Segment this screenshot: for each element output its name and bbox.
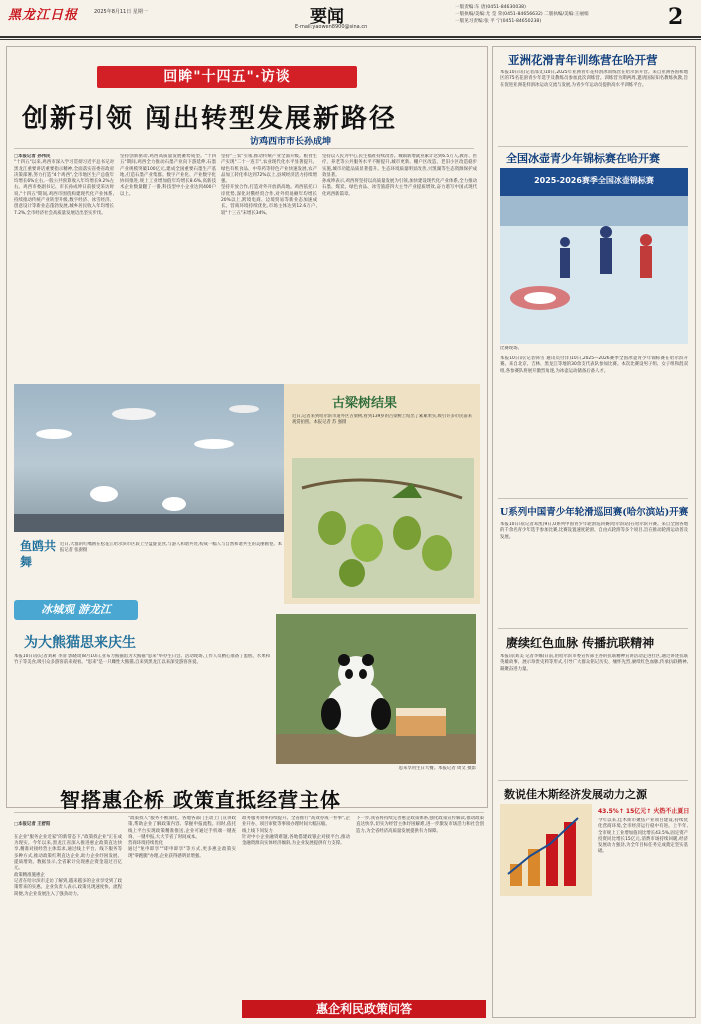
- pear-title: 古梁树结果: [332, 396, 398, 411]
- panda-caption: 思来享用生日大餐。本报记者 周文 摄影: [398, 766, 476, 771]
- curling-photo: [500, 168, 688, 344]
- issue-date: 2025年8月11日 星期一: [94, 9, 148, 15]
- gull-photo: [14, 384, 284, 532]
- curling-banner: 2025-2026赛季全国冰壶锦标赛: [534, 176, 654, 185]
- byline: □本报记者 孙伟民: [14, 154, 51, 159]
- paragraph: 坚持创新驱动,鸡西高质量发展蓄势成型。"十四五"期间,鸡西全力推动石墨产业向下游延伸,石墨产业规模突破100亿元,建成全国重要石墨生产基地,打造石墨产业集群。数字产业化、产业数字化协同推进,规上工业增加值年均增长8.6%,高新技术企业数量翻了一番,科技型中小企业达到400户以上。: [120, 154, 216, 197]
- header-rule: [0, 36, 701, 38]
- sidebar-rule: [498, 146, 688, 147]
- gull-photo-illustration: [14, 384, 284, 532]
- stats-chart-graphic: [500, 804, 592, 896]
- panda-article: 本报10日讯(记者刘莉 李清 郭晓琦)8月10日,亚布力熊猫馆为大熊猫"思来"举办生日会。活动现场,工作人员精心准备了蛋糕、水果和竹子等美食,吸引众多游客前来观看。"思来"是一只雌性大熊猫,自来到黑龙江以来深受游客喜爱。: [14, 654, 270, 666]
- policy-strip: 惠企利民政策问答: [315, 1002, 412, 1016]
- pear-photo: [292, 458, 474, 598]
- sidebar-article-4: 本报讯(刘美 记者李娜)日前,由哈尔滨市委宣传部主办的抗联精神宣讲活动走进社区,通过讲述抗联英雄故事、展示珍贵史料等形式,引导广大群众铭记历史、缅怀先烈,赓续红色血脉,传承抗联精神,凝聚奋进力量。: [500, 654, 688, 672]
- bottom-rule: [14, 812, 484, 813]
- sidebar-article-2: 本报10日讯(记者韩雪 通讯员付洋)10日,2025—2026赛季全国冰壶青少年锦标赛在哈尔滨开赛。来自北京、吉林、黑龙江等地的30余支代表队参加比赛。本次比赛设男子组、女子组和混双组,各参赛队将展开激烈角逐,为冰壶运动储备后备人才。: [500, 356, 688, 374]
- main-article-col3: [221, 154, 317, 378]
- editor-info: [455, 4, 589, 26]
- travel-banner: 冰城观 游龙江: [41, 603, 111, 616]
- sidebar-headline-2: 全国冰壶青少年锦标赛在哈开赛: [506, 152, 660, 165]
- editor-line: 一版见习责编:张 平 宁(0451-84650238): [455, 19, 542, 25]
- stats-highlight: 43.5%↑ 15亿元↑ 火热不止夏日: [598, 808, 690, 815]
- main-subhead: 访鸡西市市长孙成坤: [250, 137, 332, 147]
- paragraph: 坚持以人民为中心,民生福祉持续改善。城镇新增就业累计达到6.5万人,教育、医疗、养老等公共服务水平不断提升,城市更新、棚户区改造、老旧小区改造稳步实施,城市功能品质显著提升。生态环境质量明显改善,兴凯湖等生态资源保护成效显著。: [322, 154, 477, 178]
- bottom-col1: [14, 816, 122, 1016]
- bottom-headline: 智搭惠企桥 政策直抵经营主体: [60, 788, 341, 812]
- byline: □本报记者 王舒阳: [14, 822, 51, 828]
- sidebar-rule: [498, 628, 688, 629]
- bottom-col3: 政务服务效率持续提升。全省推行"高效办成一件事",企业开办、项目审批等事项办理时间大幅压缩。 线上线下同发力 针对中小企业融资难题,各地搭建政银企对接平台,推动金融资源向实体经济倾斜,为企业发展提供有力支撑。: [242, 816, 350, 847]
- sidebar-article-5: 今年以来,佳木斯市聚焦产业项目建设,持续优化营商环境,全市经济运行稳中有进。上半年,全市规上工业增加值同比增长43.5%,固定资产投资同比增长15亿元,消费市场持续回暖,经济发展动力强劲,为全年目标任务完成奠定坚实基础。: [598, 818, 688, 855]
- main-article-col4: [322, 154, 477, 378]
- interview-banner: 回眸"十四五"·访谈: [163, 69, 291, 85]
- gull-caption: 近日,大群的红嘴鸥在松花江哈尔滨市区段上空盘旋觅食,与游人和谐共处,构成一幅人与自然和谐共生的美丽画卷。本报记者 张澍摄: [60, 542, 282, 553]
- stats-illustration: [500, 804, 592, 896]
- sidebar-article-1: 本报10日讯(记者邵文)10日,2025年亚洲青年花样滑冰训练营在哈尔滨开营。来自亚洲各国和地区的75名花滑青少年选手及教练员参加此次训练营。训练营为期两周,邀请国际知名教练执教,旨在促进亚洲花样滑冰运动交流与发展,为青少年运动员提供高水平训练平台。: [500, 70, 688, 88]
- pear-illustration: [292, 458, 474, 598]
- main-headline: 创新引领 闯出转型发展新路径: [22, 104, 398, 134]
- editor-line: 一版责编:车 唐(0451-84630038): [455, 5, 526, 10]
- subhead-rule: [14, 148, 474, 149]
- paragraph: 孙成坤表示,鸡西将坚持以高质量发展为引领,加快建设现代化产业体系,全力推动石墨、煤炭、绿色食品、冰雪旅游四大主导产业提质增效,奋力谱写中国式现代化鸡西新篇章。: [322, 179, 477, 197]
- newspaper-logo: 黑龙江日报: [8, 8, 79, 23]
- curling-caption: 比赛现场。: [500, 346, 522, 351]
- panda-photo: [276, 614, 476, 764]
- sidebar-headline-4: 赓续红色血脉 传播抗联精神: [506, 636, 655, 650]
- paragraph: 在企业"服务企业近家"的新常态下,"政策找企业"正在成为现实。今年以来,黑龙江省深入推进惠企政策直达快享,精准对接经营主体需求,通过线上平台、线下服务等多种方式,推动政策红利直达企业,助力企业纾困发展、提质增效。数据显示,全省累计兑现惠企资金超过百亿元。 政策精准施惠企 记者在哈尔滨市走访了解到,越来越多的企业享受到了政策带来的实惠。企业负责人表示,政策兑现速度快、流程简便,为企业发展注入了强劲动力。: [14, 834, 122, 897]
- sidebar-article-3: 本报10日讯(记者邓凯)9日,U系列中国青少年轮滑巡回赛(哈尔滨站)在哈尔滨开赛。来自全国各地的千余名青少年选手参加比赛,比赛设置速度轮滑、自由式轮滑等多个项目,旨在推动轮滑运动普及发展。: [500, 522, 688, 540]
- main-article-col2: [120, 154, 216, 378]
- section-title: 要闻: [310, 7, 344, 27]
- paragraph: 坚持开放合作,打造对外开放新高地。鸡西依托口岸优势,深化对俄经贸合作,对外贸易额年均增长20%以上,跨境电商、边境贸易等新业态加速成长。营商环境持续优化,市场主体达到12.6万户,较"十三五"末增长34%。: [221, 185, 317, 216]
- main-article-col1: [14, 154, 114, 378]
- sidebar-headline-5: 数说佳木斯经济发展动力之源: [504, 788, 647, 801]
- gull-title: 鱼鸥共舞: [20, 539, 57, 569]
- curling-illustration: [500, 168, 688, 344]
- paragraph: "十四五"以来,鸡西市深入学习贯彻习近平总书记对黑龙江重要讲话重要指示精神,全面落实省委省政府决策部署,努力打造"4个鸡西",全市地区生产总值年均增长6%左右,一般公共预算收入年均增长9.2%左右。鸡西市委副书记、市长孙成坤日前接受采访时说,"十四五"期间,鸡西市围绕构建现代化产业体系,持续推动传统产业转型升级,数字经济、冰雪经济、创意设计等新业态蓬勃发展,城乡居民收入年均增长7.2%,全市经济社会高质量发展迈出坚实步伐。: [14, 160, 114, 216]
- panda-illustration: [276, 614, 476, 764]
- sidebar-headline-3: U系列中国青少年轮滑巡回赛(哈尔滨站)开赛: [500, 507, 689, 518]
- sidebar-rule: [498, 780, 688, 781]
- sidebar-headline-1: 亚洲花滑青年训练营在哈开营: [508, 53, 658, 67]
- bottom-col4: 下一步,我省将持续完善惠企政策体系,强化政策宣传解读,推动政策直达快享,切实为经营主体纾困解难,进一步激发市场活力和社会创造力,为全省经济高质量发展提供有力保障。: [356, 816, 484, 834]
- header-rule-thin: [0, 39, 701, 40]
- pear-caption: 近日,记者来到哈尔滨市道外区古梁树,看到139岁的古梁树上结出了累累果实,吸引许多市民前来观赏拍照。本报记者 苏 强摄: [292, 414, 472, 425]
- section-email: E-mail:yaowen8900@sina.cn: [295, 24, 368, 30]
- panda-headline: 为大熊猫思来庆生: [24, 635, 136, 651]
- editor-line: 一版执编/美编:尤 莹 荣(0451-84656632) 二版执编/美编:王丽娟: [455, 12, 589, 18]
- paragraph: 坚持"三农"引领,推动传统产业全面升级。粮食生产实现"二十一连丰",农业现代化水平显著提升。绿色有机食品、中草药等特色产业快速发展,农产品加工转化率达到72%以上,县域经济活力持续增强。: [221, 154, 317, 185]
- page-number: 2: [668, 4, 684, 30]
- bottom-col2: "政策找人"服务不断深化。各地各部门主动上门宣讲政策,帮助企业了解政策内容、掌握申报流程。同时,依托线上平台实现政策精准推送,企业可通过手机端一键查询、一键申报,大大节省了时间成本。 营商环境持续优化 通过"免申即享""即申即享"等方式,更多惠企政策实现"零跑腿"办理,企业获得感明显增强。: [128, 816, 236, 859]
- sidebar-rule: [498, 498, 688, 499]
